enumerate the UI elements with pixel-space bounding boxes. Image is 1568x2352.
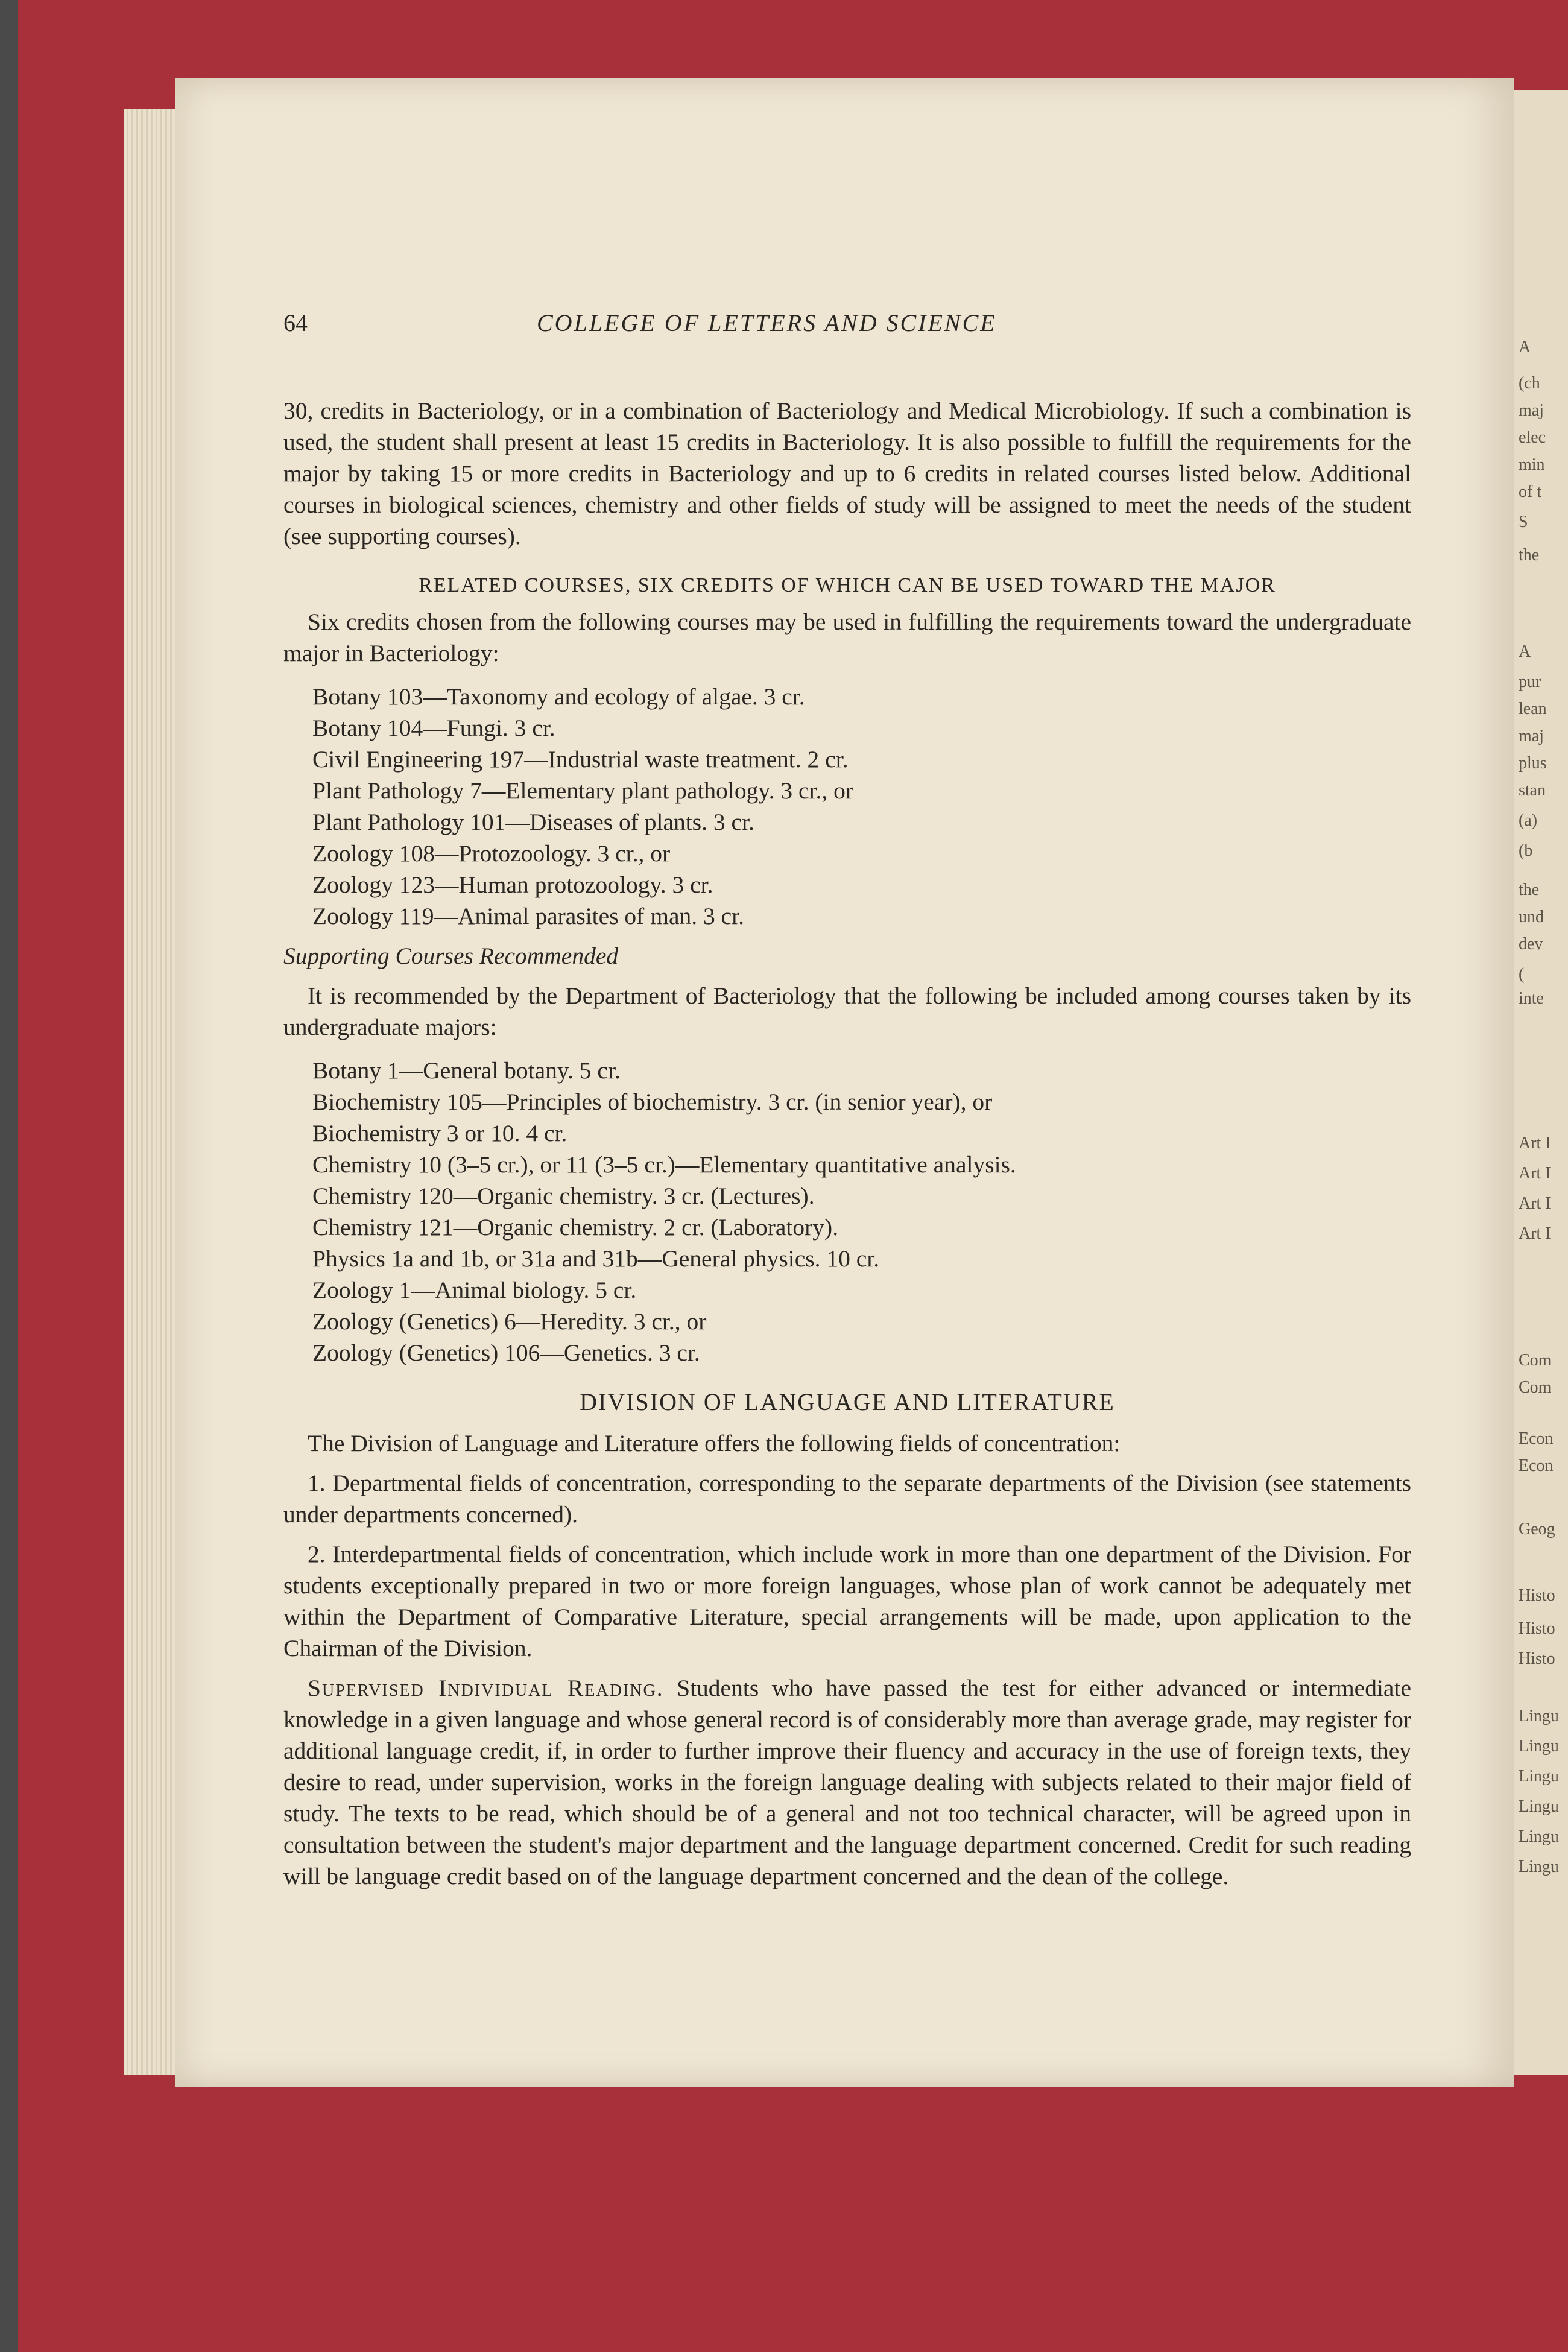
division-heading: DIVISION OF LANGUAGE AND LITERATURE [580, 1388, 1115, 1415]
list-item: Chemistry 121—Organic chemistry. 2 cr. (Laboratory). [312, 1214, 839, 1241]
facing-page-fragment: pur [1519, 672, 1541, 691]
supervised-reading-paragraph [283, 1672, 1411, 1892]
facing-page-fragment: stan [1519, 781, 1546, 800]
related-courses-list [283, 681, 1411, 932]
facing-page-fragment: (a) [1519, 811, 1538, 830]
facing-page-fragment: Lingu [1519, 1767, 1559, 1786]
facing-page-fragment: (ch [1519, 374, 1540, 393]
facing-page-fragment: elec [1519, 428, 1546, 447]
division-intro: The Division of Language and Literature offers the following fields of concentration: [308, 1430, 1121, 1456]
facing-page-edge [1514, 90, 1568, 2075]
facing-page-fragment: und [1519, 908, 1544, 926]
facing-page-fragment: the [1519, 546, 1540, 564]
facing-page-fragment: Geog [1519, 1520, 1555, 1538]
facing-page-fragment: Lingu [1519, 1737, 1559, 1756]
facing-page-fragment: Histo [1519, 1586, 1555, 1605]
facing-page-fragment: lean [1519, 700, 1547, 718]
facing-page-fragment: A [1519, 338, 1531, 356]
facing-page-fragment: Com [1519, 1351, 1552, 1370]
list-item: Biochemistry 105—Principles of biochemistry. 3 cr. (in senior year), or [312, 1089, 993, 1115]
running-head: COLLEGE OF LETTERS AND SCIENCE [537, 309, 997, 337]
facing-page-fragment: of t [1519, 482, 1542, 501]
list-item: Zoology (Genetics) 6—Heredity. 3 cr., or [312, 1308, 707, 1335]
facing-page-fragment: the [1519, 880, 1540, 899]
supporting-courses-paragraph: It is recommended by the Department of Bacteriology that the following be included among courses taken by its undergraduate majors: [283, 982, 1411, 1040]
facing-page-fragment: inte [1519, 989, 1544, 1008]
facing-page-fragment: Com [1519, 1378, 1552, 1397]
facing-page-fragment: Art I [1519, 1164, 1551, 1183]
list-item: Chemistry 120—Organic chemistry. 3 cr. (Lectures). [312, 1183, 815, 1209]
facing-page-fragment: Histo [1519, 1649, 1555, 1668]
division-item-1: 1. Departmental fields of concentration, corresponding to the separate departments of the Division (see statements under departments concerned). [283, 1470, 1411, 1528]
list-item: Chemistry 10 (3–5 cr.), or 11 (3–5 cr.)—Elementary quantitative analysis. [312, 1151, 1016, 1178]
list-item: Plant Pathology 7—Elementary plant pathology. 3 cr., or [312, 777, 854, 804]
list-item: Plant Pathology 101—Diseases of plants. 3 cr. [312, 809, 754, 835]
facing-page-fragment: S [1519, 513, 1528, 531]
list-item: Physics 1a and 1b, or 31a and 31b—General physics. 10 cr. [312, 1245, 880, 1272]
facing-page-fragment: Lingu [1519, 1827, 1559, 1846]
supporting-courses-list [283, 1055, 1411, 1368]
list-item: Zoology 108—Protozoology. 3 cr., or [312, 840, 671, 867]
list-item: Biochemistry 3 or 10. 4 cr. [312, 1120, 567, 1146]
facing-page-fragment: Lingu [1519, 1857, 1559, 1876]
intro-paragraph: 30, credits in Bacteriology, or in a combination of Bacteriology and Medical Microbiology. If such a combination is used, the student shall present at least 15 credits in Bacteriology. It is also possible to fulfill the requirements for the major by taking 15 or more credits in Bacteriology and up to 6 credits in related courses listed below. Additional courses in biological sciences, chemistry and other fields of study will be assigned to meet the needs of the student (see supporting courses). [283, 397, 1411, 549]
related-courses-paragraph: Six credits chosen from the following courses may be used in fulfilling the requirements toward the undergraduate major in Bacteriology: [283, 609, 1411, 666]
list-item: Zoology 119—Animal parasites of man. 3 cr. [312, 903, 744, 929]
facing-page-fragment: Econ [1519, 1429, 1554, 1448]
facing-page-fragment: Art I [1519, 1134, 1551, 1152]
facing-page-fragment: Art I [1519, 1194, 1551, 1213]
supervised-reading-lead: Supervised Individual Reading. [308, 1675, 664, 1701]
facing-page-fragment: Lingu [1519, 1797, 1559, 1816]
facing-page-fragment: plus [1519, 754, 1547, 773]
division-item-2: 2. Interdepartmental fields of concentration, which include work in more than one department of the Division. For students exceptionally prepared in two or more foreign languages, whose plan of work cannot be adequately met within the Department of Comparative Literature, special arrangements will be made, upon application to the Chairman of the Division. [283, 1541, 1411, 1661]
facing-page-fragment: maj [1519, 727, 1544, 745]
list-item: Zoology 1—Animal biology. 5 cr. [312, 1277, 637, 1303]
facing-page-fragment: Art I [1519, 1224, 1551, 1243]
related-courses-heading: RELATED COURSES, SIX CREDITS OF WHICH CAN BE USED TOWARD THE MAJOR [419, 574, 1276, 596]
list-item: Zoology (Genetics) 106—Genetics. 3 cr. [312, 1339, 700, 1366]
list-item: Botany 104—Fungi. 3 cr. [312, 715, 555, 741]
page-body [283, 395, 1411, 1892]
list-item: Civil Engineering 197—Industrial waste treatment. 2 cr. [312, 746, 849, 773]
supervised-reading-text: Students who have passed the test for either advanced or intermediate knowledge in a given language and whose general record is of considerably more than average grade, may register for additional language credit, if, in order to further improve their fluency and accuracy in the use of foreign texts, they desire to read, under supervision, works in the foreign language dealing with subjects related to their major field of study. The texts to be read, which should be of a general and not too technical character, will be agreed upon in consultation between the student's major department and the language department concerned. Credit for such reading will be language credit based on of the language department concerned and the dean of the college. [283, 1675, 1411, 1889]
supporting-courses-heading: Supporting Courses Recommended [283, 943, 619, 969]
facing-page-fragment: Lingu [1519, 1707, 1559, 1725]
list-item: Botany 1—General botany. 5 cr. [312, 1057, 621, 1084]
facing-page-fragment: (b [1519, 841, 1533, 860]
facing-page-fragment: min [1519, 455, 1545, 474]
facing-page-fragment: dev [1519, 935, 1543, 953]
page-header [283, 309, 1411, 345]
facing-page-fragment: ( [1519, 965, 1525, 984]
list-item: Zoology 123—Human protozoology. 3 cr. [312, 871, 713, 898]
facing-page-fragment: Histo [1519, 1619, 1555, 1638]
facing-page-fragment: maj [1519, 401, 1544, 420]
page-number: 64 [283, 309, 308, 337]
facing-page-fragment: Econ [1519, 1456, 1554, 1475]
list-item: Botany 103—Taxonomy and ecology of algae. 3 cr. [312, 683, 805, 710]
facing-page-fragment: A [1519, 642, 1531, 661]
